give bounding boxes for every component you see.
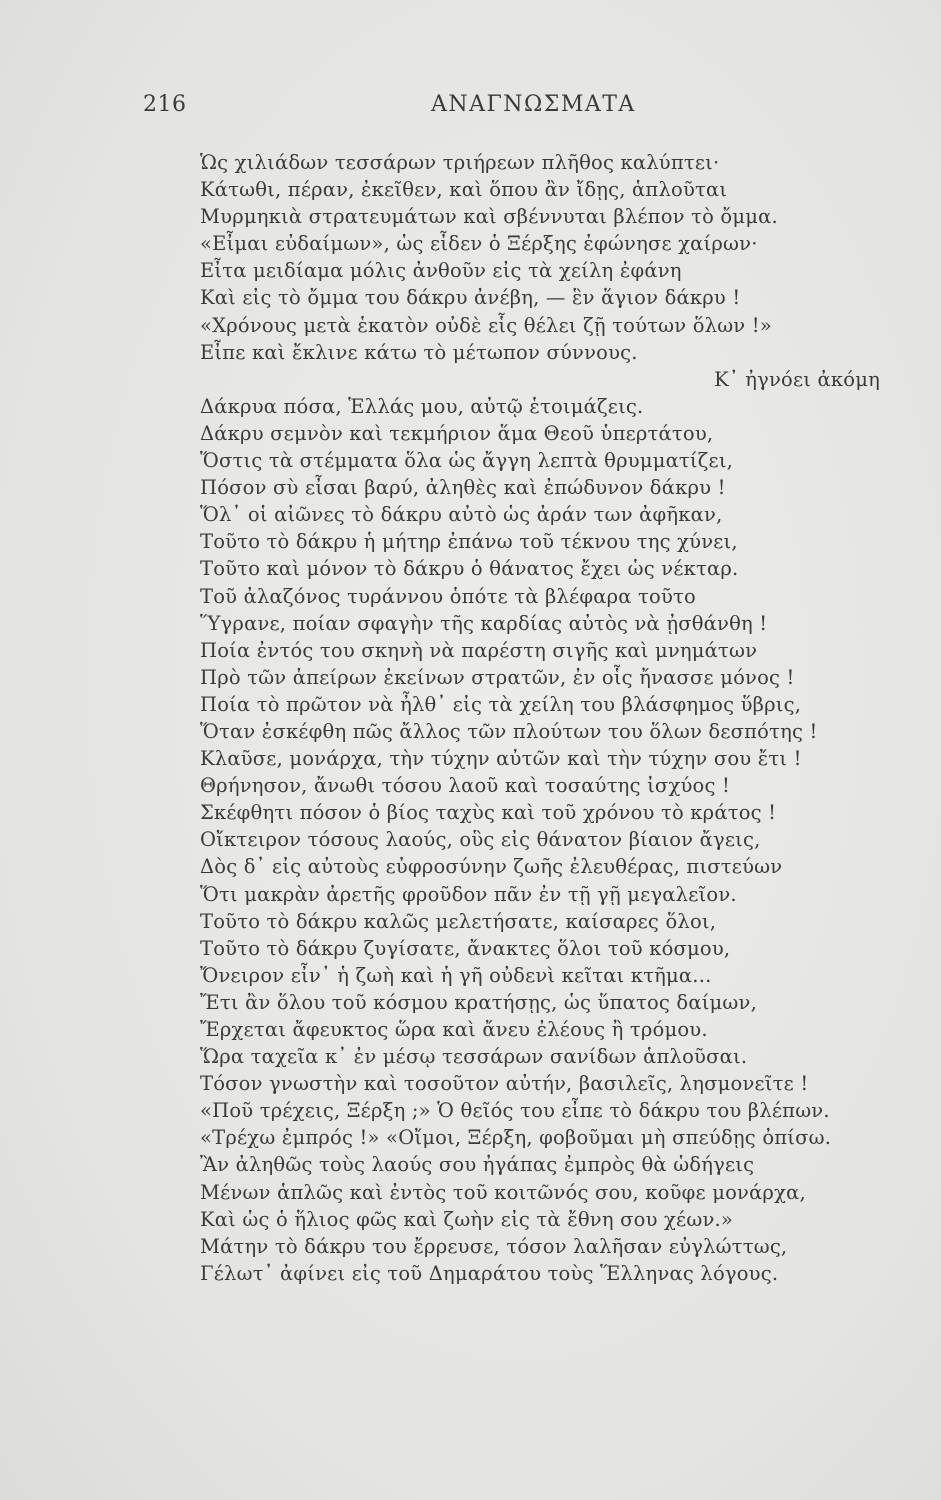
- poem-line: Ἔτι ἂν ὅλου τοῦ κόσμου κρατήσῃς, ὡς ὕπατος δαίμων,: [200, 990, 757, 1014]
- poem-line: Καὶ ὡς ὁ ἥλιος φῶς καὶ ζωὴν εἰς τὰ ἔθνη σου χέων.»: [200, 1207, 734, 1231]
- poem-line: Τοῦτο καὶ μόνον τὸ δάκρυ ὁ θάνατος ἔχει ὡς νέκταρ.: [200, 557, 739, 581]
- poem-line: Τόσον γνωστὴν καὶ τοσοῦτον αὐτήν, βασιλεῖς, λησμονεῖτε !: [200, 1072, 809, 1096]
- poem-line: Μάτην τὸ δάκρυ του ἔρρευσε, τόσον λαλῆσαν εὐγλώττως,: [200, 1234, 788, 1258]
- poem-line: Οἴκτειρον τόσους λαούς, οὓς εἰς θάνατον βίαιον ἄγεις,: [200, 828, 761, 852]
- poem-line: Ὕγρανε, ποίαν σφαγὴν τῆς καρδίας αὐτὸς νὰ ᾐσθάνθη !: [200, 611, 768, 635]
- poem-line: Καὶ εἰς τὸ ὄμμα του δάκρυ ἀνέβη, — ἓν ἅγιον δάκρυ !: [200, 286, 741, 310]
- page-number: 216: [143, 92, 187, 117]
- poem-line: Δὸς δ᾽ εἰς αὐτοὺς εὐφροσύνην ζωῆς ἐλευθέρας, πιστεύων: [200, 855, 783, 879]
- poem-line: Εἶτα μειδίαμα μόλις ἀνθοῦν εἰς τὰ χείλη ἐφάνη: [200, 259, 682, 283]
- poem-line: Δάκρυ σεμνὸν καὶ τεκμήριον ἅμα Θεοῦ ὑπερτάτου,: [200, 421, 714, 445]
- poem-line: Ὅταν ἐσκέφθη πῶς ἄλλος τῶν πλούτων του ὅλων δεσπότης !: [200, 719, 818, 743]
- poem-line: Ὅλ᾽ οἱ αἰῶνες τὸ δάκρυ αὐτὸ ὡς ἀράν των ἀφῆκαν,: [200, 503, 723, 527]
- poem-line: Ὥρα ταχεῖα κ᾽ ἐν μέσῳ τεσσάρων σανίδων ἁπλοῦσαι.: [200, 1045, 748, 1069]
- poem-line: Ποία ἐντός του σκηνὴ νὰ παρέστη σιγῆς καὶ μνημάτων: [200, 638, 758, 662]
- poem-text: [200, 149, 925, 1287]
- poem-line: Πόσον σὺ εἶσαι βαρύ, ἀληθὲς καὶ ἐπώδυνον δάκρυ !: [200, 476, 726, 500]
- poem-line: Εἶπε καὶ ἔκλινε κάτω τὸ μέτωπον σύννους.: [200, 340, 638, 364]
- poem-line: «Τρέχω ἐμπρός !» «Οἴμοι, Ξέρξη, φοβοῦμαι μὴ σπεύδῃς ὀπίσω.: [200, 1126, 832, 1150]
- poem-line: Τοῦ ἀλαζόνος τυράννου ὁπότε τὰ βλέφαρα τοῦτο: [200, 584, 696, 608]
- poem-line: Κλαῦσε, μονάρχα, τὴν τύχην αὐτῶν καὶ τὴν τύχην σου ἔτι !: [200, 747, 802, 771]
- poem-line: Ἔρχεται ἄφευκτος ὥρα καὶ ἄνευ ἐλέους ἢ τρόμου.: [200, 1018, 708, 1041]
- poem-line: Ἂν ἀληθῶς τοὺς λαούς σου ἠγάπας ἐμπρὸς θὰ ὡδήγεις: [200, 1153, 755, 1177]
- poem-line: Ὄνειρον εἶν᾽ ἡ ζωὴ καὶ ἡ γῆ οὐδενὶ κεῖται κτῆμα...: [200, 963, 712, 987]
- poem-line: Ὅτι μακρὰν ἀρετῆς φροῦδον πᾶν ἐν τῇ γῇ μεγαλεῖον.: [200, 882, 737, 906]
- page-header: [143, 92, 823, 132]
- running-title: ΑΝΑΓΝΩΣΜΑΤΑ: [431, 92, 636, 117]
- poem-line: Δάκρυα πόσα, Ἑλλάς μου, αὐτῷ ἑτοιμάζεις.: [200, 394, 644, 418]
- poem-line: Ὅστις τὰ στέμματα ὅλα ὡς ἄγγη λεπτὰ θρυμματίζει,: [200, 449, 734, 473]
- poem-line-indented: Κ᾽ ἠγνόει ἀκόμη: [714, 367, 880, 391]
- poem-line: «Ποῦ τρέχεις, Ξέρξη ;» Ὁ θεῖός του εἶπε τὸ δάκρυ του βλέπων.: [200, 1099, 830, 1123]
- poem-line: Γέλωτ᾽ ἀφίνει εἰς τοῦ Δημαράτου τοὺς Ἕλληνας λόγους.: [200, 1261, 779, 1285]
- poem-line: Ὡς χιλιάδων τεσσάρων τριήρεων πλῆθος καλύπτει·: [200, 151, 720, 174]
- poem-line: Θρήνησον, ἄνωθι τόσου λαοῦ καὶ τοσαύτης ἰσχύος !: [200, 774, 731, 798]
- poem-line: Σκέφθητι πόσον ὁ βίος ταχὺς καὶ τοῦ χρόνου τὸ κράτος !: [200, 801, 777, 825]
- poem-line: Κάτωθι, πέραν, ἐκεῖθεν, καὶ ὅπου ἂν ἴδῃς, ἁπλοῦται: [200, 178, 728, 202]
- poem-line: Πρὸ τῶν ἀπείρων ἐκείνων στρατῶν, ἐν οἷς ἤνασσε μόνος !: [200, 665, 795, 689]
- poem-line: Ποία τὸ πρῶτον νὰ ἦλθ᾽ εἰς τὰ χείλη του βλάσφημος ὕβρις,: [200, 692, 802, 716]
- poem-line: Μένων ἁπλῶς καὶ ἐντὸς τοῦ κοιτῶνός σου, κοῦφε μονάρχα,: [200, 1180, 806, 1204]
- poem-line: Τοῦτο τὸ δάκρυ καλῶς μελετήσατε, καίσαρες ὅλοι,: [200, 909, 717, 933]
- poem-line: Μυρμηκιὰ στρατευμάτων καὶ σβέννυται βλέπον τὸ ὄμμα.: [200, 205, 778, 229]
- poem-line: «Εἶμαι εὐδαίμων», ὡς εἶδεν ὁ Ξέρξης ἐφώνησε χαίρων·: [200, 232, 758, 256]
- poem-line: «Χρόνους μετὰ ἑκατὸν οὐδὲ εἷς θέλει ζῇ τούτων ὅλων !»: [200, 313, 772, 337]
- poem-line: Τοῦτο τὸ δάκρυ ζυγίσατε, ἄνακτες ὅλοι τοῦ κόσμου,: [200, 936, 731, 960]
- poem-line: Τοῦτο τὸ δάκρυ ἡ μήτηρ ἐπάνω τοῦ τέκνου της χύνει,: [200, 530, 738, 554]
